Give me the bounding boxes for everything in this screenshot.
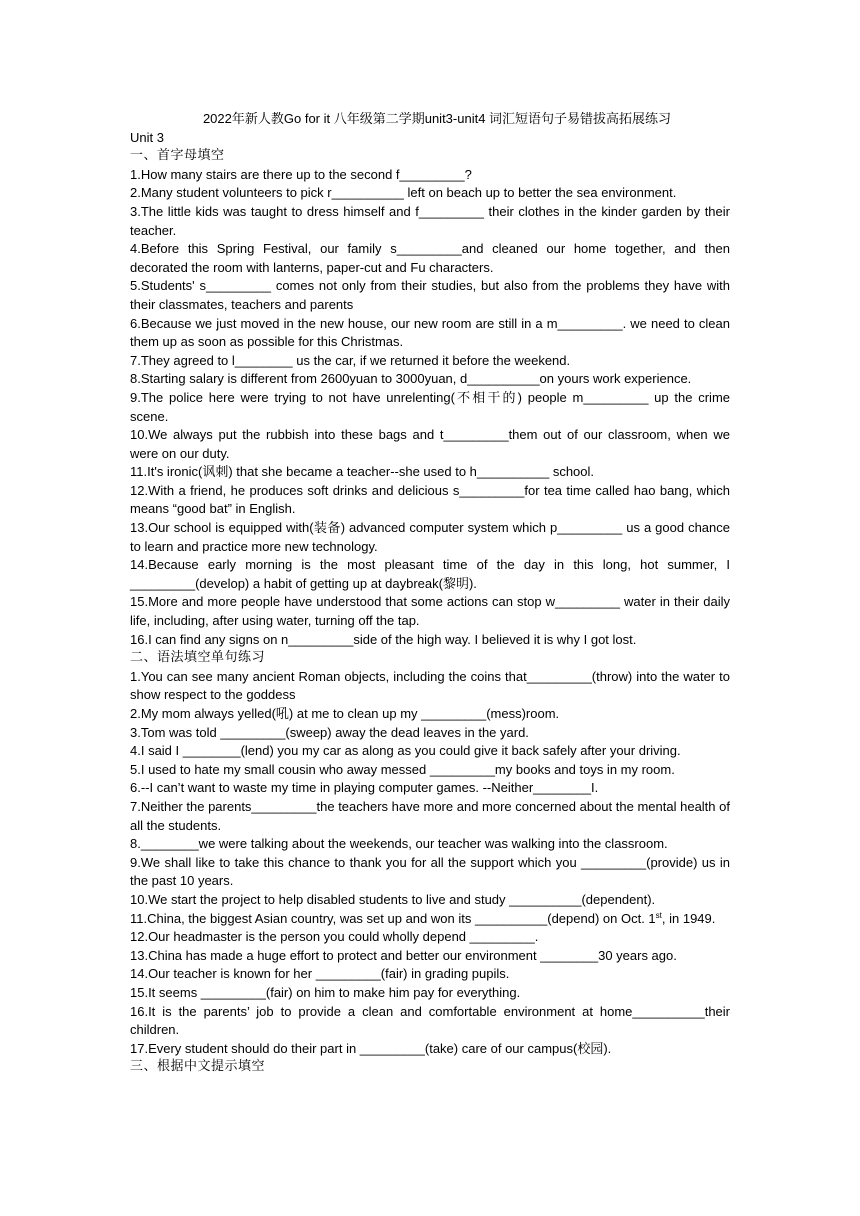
exercise-item: 3.Tom was told _________(sweep) away the dead leaves in the yard. (130, 724, 529, 740)
exercise-item: 12.Our headmaster is the person you could wholly depend _________. (130, 929, 539, 945)
exercise-item: 7.They agreed to l________ us the car, if we returned it before the weekend. (130, 352, 571, 368)
exercise-item: 9.We shall like to take this chance to thank you for all the support which you _________(provide) us in the past 10 years. (130, 854, 730, 889)
exercise-item: 13.Our school is equipped with(装备) advanced computer system which p_________ us a good chance to learn and practice more new technology. (130, 520, 730, 554)
unit-label: Unit 3 (130, 129, 164, 145)
exercise-item: 17.Every student should do their part in _________(take) care of our campus(校园). (130, 1040, 612, 1056)
section-heading-grammar: 二、语法填空单句练习 (130, 650, 266, 666)
exercise-item: 5.Students' s_________ comes not only from their studies, but also from the problems they have with their classmates, teachers and parents (130, 278, 730, 312)
exercise-item: 9.The police here were trying to not have unrelenting(不相干的) people m_________ up the crime scene. (130, 389, 730, 424)
exercise-item: 14.Because early morning is the most pleasant time of the day in this long, hot summer, I _________(develop) a habit of getting up at daybreak(黎明). (130, 557, 730, 591)
ordinal-suffix: st (655, 910, 662, 920)
exercise-item: 12.With a friend, he produces soft drinks and delicious s_________for tea time called hao bang, which means “good bat” in English. (130, 482, 730, 517)
exercise-list-grammar (130, 668, 730, 1058)
exercise-item: 15.More and more people have understood that some actions can stop w_________ water in their daily life, including, after using water, turning off the tap. (130, 594, 730, 629)
section-heading-chinese-hint: 三、根据中文提示填空 (130, 1059, 266, 1075)
exercise-item: 2.Many student volunteers to pick r__________ left on beach up to better the sea environment. (130, 185, 677, 201)
exercise-list-initial-letter (130, 166, 730, 649)
exercise-item: 5.I used to hate my small cousin who away messed _________my books and toys in my room. (130, 761, 675, 777)
exercise-item-tail: , in 1949. (661, 910, 716, 926)
exercise-item: 13.China has made a huge effort to protect and better our environment ________30 years ago. (130, 947, 677, 963)
section-heading-initial-letter: 一、首字母填空 (130, 148, 225, 164)
exercise-item: 6.Because we just moved in the new house, our new room are still in a m_________. we need to clean them up as soon as possible for this Christmas. (130, 315, 730, 350)
exercise-item: 1.How many stairs are there up to the second f_________? (130, 166, 472, 182)
document-title: 2022年新人教Go for it 八年级第二学期unit3-unit4 词汇短语句子易错拔高拓展练习 (202, 111, 672, 126)
exercise-item: 8.________we were talking about the weekends, our teacher was walking into the classroom. (130, 836, 668, 852)
exercise-item: 8.Starting salary is different from 2600yuan to 3000yuan, d__________on yours work experience. (130, 371, 692, 387)
exercise-item: 7.Neither the parents_________the teachers have more and more concerned about the mental health of all the students. (130, 798, 730, 833)
document-page (130, 110, 730, 1077)
exercise-item: 10.We start the project to help disabled students to live and study __________(dependent). (130, 891, 656, 907)
exercise-item (130, 910, 730, 929)
exercise-item: 14.Our teacher is known for her _________(fair) in grading pupils. (130, 966, 510, 982)
exercise-item-text: 11.China, the biggest Asian country, was set up and won its __________(depend) on Oct. 1 (130, 910, 656, 926)
exercise-item: 1.You can see many ancient Roman objects, including the coins that_________(throw) into the water to show respect to the goddess (130, 668, 730, 703)
exercise-item: 4.Before this Spring Festival, our family s_________and cleaned our home together, and then decorated the room with lanterns, paper-cut and Fu characters. (130, 241, 730, 275)
exercise-item: 11.It's ironic(讽刺) that she became a teacher--she used to h__________ school. (130, 464, 595, 480)
exercise-item: 16.I can find any signs on n_________side of the high way. I believed it is why I got lost. (130, 631, 637, 647)
exercise-item: 10.We always put the rubbish into these bags and t_________them out of our classroom, when we were on our duty. (130, 427, 730, 461)
exercise-item: 4.I said I ________(lend) you my car as along as you could give it back safely after your driving. (130, 743, 681, 759)
exercise-item: 16.It is the parents’ job to provide a clean and comfortable environment at home__________their children. (130, 1003, 730, 1038)
exercise-item: 6.--I can’t want to waste my time in playing computer games. --Neither________I. (130, 780, 599, 796)
exercise-item: 15.It seems _________(fair) on him to make him pay for everything. (130, 984, 521, 1000)
exercise-item: 3.The little kids was taught to dress himself and f_________ their clothes in the kinder garden by their teacher. (130, 203, 730, 238)
exercise-item: 2.My mom always yelled(吼) at me to clean up my _________(mess)room. (130, 706, 560, 721)
